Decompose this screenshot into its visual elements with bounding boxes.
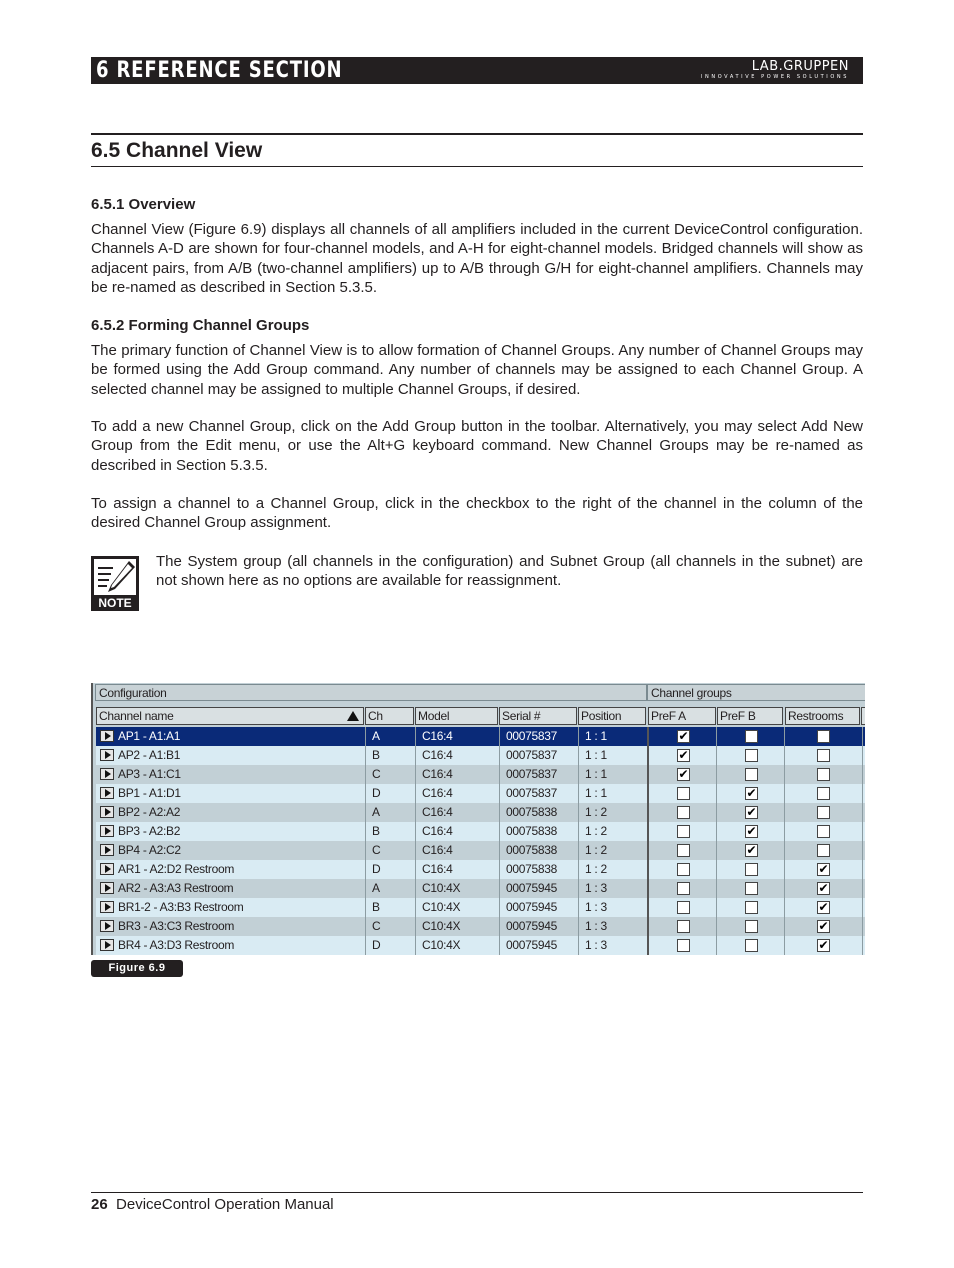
cell-pos: 1 : 3	[585, 900, 607, 914]
cell-ch: B	[372, 748, 380, 762]
forming-paragraph-2: To add a new Channel Group, click on the Add Group button in the toolbar. Alternatively, you may select Add New Group from the Edit menu, or use the Alt+G keyboard command. New Channel Groups may be re-named as described in Section 5.3.5.	[91, 418, 863, 474]
group-checkbox-unchecked[interactable]	[817, 787, 830, 800]
table-row[interactable]	[96, 765, 865, 784]
forming-paragraph-3: To assign a channel to a Channel Group, click in the checkbox to the right of the channel in the column of the desired Channel Group assignment.	[91, 495, 863, 532]
cell-name: BP3 - A2:B2	[118, 824, 181, 838]
grid-divider	[578, 727, 579, 955]
group-checkbox-checked[interactable]: ✔	[678, 748, 689, 762]
cell-name: AP1 - A1:A1	[118, 729, 181, 743]
cell-name: BR3 - A3:C3 Restroom	[118, 919, 235, 933]
grid-divider	[784, 727, 785, 955]
cell-model: C16:4	[422, 843, 453, 857]
brand-tagline: INNOVATIVE POWER SOLUTIONS	[700, 74, 849, 80]
group-checkbox-unchecked[interactable]	[817, 844, 830, 857]
cell-serial: 00075837	[506, 729, 557, 743]
cell-serial: 00075838	[506, 824, 557, 838]
group-checkbox-checked[interactable]: ✔	[746, 786, 757, 800]
forming-heading: 6.5.2 Forming Channel Groups	[91, 317, 310, 334]
table-row[interactable]	[96, 860, 865, 879]
cell-model: C10:4X	[422, 900, 461, 914]
grid-divider	[499, 727, 500, 955]
cell-ch: C	[372, 843, 381, 857]
group-checkbox-unchecked[interactable]	[817, 825, 830, 838]
cell-model: C16:4	[422, 824, 453, 838]
sort-up-icon	[347, 711, 359, 721]
group-checkbox-checked[interactable]: ✔	[746, 824, 757, 838]
cell-name: BR4 - A3:D3 Restroom	[118, 938, 235, 952]
group-checkbox-unchecked[interactable]	[745, 768, 758, 781]
cell-model: C10:4X	[422, 919, 461, 933]
group-checkbox-unchecked[interactable]	[677, 787, 690, 800]
group-checkbox-unchecked[interactable]	[745, 882, 758, 895]
cell-serial: 00075838	[506, 862, 557, 876]
group-checkbox-checked[interactable]: ✔	[678, 767, 689, 781]
table-row[interactable]	[96, 841, 865, 860]
cell-serial: 00075837	[506, 748, 557, 762]
page-number: 26	[91, 1196, 108, 1213]
grid-divider	[415, 727, 416, 955]
cell-pos: 1 : 1	[585, 729, 607, 743]
figure-label: Figure 6.9	[91, 960, 183, 977]
play-icon[interactable]	[100, 730, 114, 742]
section-rule-bottom	[91, 166, 863, 167]
group-checkbox-unchecked[interactable]	[817, 749, 830, 762]
cell-name: AP3 - A1:C1	[118, 767, 181, 781]
footer-rule	[91, 1192, 863, 1193]
group-checkbox-checked[interactable]: ✔	[818, 919, 829, 933]
play-icon[interactable]	[100, 787, 114, 799]
cell-ch: B	[372, 824, 380, 838]
group-checkbox-unchecked[interactable]	[745, 939, 758, 952]
table-row[interactable]	[96, 936, 865, 955]
group-checkbox-checked[interactable]: ✔	[678, 729, 689, 743]
overview-heading: 6.5.1 Overview	[91, 196, 196, 213]
group-checkbox-unchecked[interactable]	[745, 863, 758, 876]
cell-pos: 1 : 1	[585, 767, 607, 781]
group-checkbox-unchecked[interactable]	[817, 768, 830, 781]
cell-pos: 1 : 2	[585, 843, 607, 857]
channel-groups-pane-header: Channel groups	[647, 684, 865, 701]
column-header-pref-b[interactable]: PreF B	[717, 707, 783, 725]
group-checkbox-unchecked[interactable]	[677, 920, 690, 933]
cell-serial: 00075945	[506, 900, 557, 914]
table-row[interactable]	[96, 917, 865, 936]
cell-serial: 00075945	[506, 919, 557, 933]
cell-serial: 00075837	[506, 786, 557, 800]
cell-model: C16:4	[422, 729, 453, 743]
play-icon[interactable]	[100, 939, 114, 951]
group-checkbox-unchecked[interactable]	[677, 844, 690, 857]
column-header-ch[interactable]: Ch	[365, 707, 414, 725]
cell-serial: 00075838	[506, 805, 557, 819]
group-checkbox-unchecked[interactable]	[817, 806, 830, 819]
grid-divider	[862, 727, 863, 955]
cell-pos: 1 : 1	[585, 786, 607, 800]
cell-name: BP2 - A2:A2	[118, 805, 181, 819]
table-row[interactable]	[96, 803, 865, 822]
group-checkbox-checked[interactable]: ✔	[818, 862, 829, 876]
cell-serial: 00075837	[506, 767, 557, 781]
cell-pos: 1 : 1	[585, 748, 607, 762]
cell-serial: 00075945	[506, 881, 557, 895]
cell-ch: A	[372, 805, 380, 819]
group-checkbox-checked[interactable]: ✔	[818, 881, 829, 895]
column-header-pref-a[interactable]: PreF A	[648, 707, 716, 725]
cell-name: AR2 - A3:A3 Restroom	[118, 881, 234, 895]
play-icon[interactable]	[100, 749, 114, 761]
cell-model: C16:4	[422, 862, 453, 876]
cell-pos: 1 : 3	[585, 938, 607, 952]
table-row[interactable]	[96, 822, 865, 841]
play-icon[interactable]	[100, 768, 114, 780]
cell-pos: 1 : 3	[585, 881, 607, 895]
brand-logo	[701, 60, 849, 81]
cell-ch: C	[372, 919, 381, 933]
group-checkbox-checked[interactable]: ✔	[818, 938, 829, 952]
cell-ch: A	[372, 729, 380, 743]
note-text: The System group (all channels in the configuration) and Subnet Group (all channels in the subnet) are not shown here as no options are available for reassignment.	[156, 553, 863, 590]
note-icon	[91, 556, 139, 611]
cell-model: C16:4	[422, 748, 453, 762]
table-row[interactable]	[96, 879, 865, 898]
play-icon[interactable]	[100, 825, 114, 837]
header-bar	[91, 57, 863, 84]
play-icon[interactable]	[100, 863, 114, 875]
cell-pos: 1 : 2	[585, 805, 607, 819]
play-icon[interactable]	[100, 920, 114, 932]
play-icon[interactable]	[100, 844, 114, 856]
group-checkbox-unchecked[interactable]	[817, 730, 830, 743]
note-icon-label: NOTE	[98, 596, 132, 610]
group-checkbox-unchecked[interactable]	[745, 749, 758, 762]
play-icon[interactable]	[100, 806, 114, 818]
cell-name: AP2 - A1:B1	[118, 748, 181, 762]
group-checkbox-unchecked[interactable]	[677, 939, 690, 952]
cell-ch: D	[372, 786, 381, 800]
chapter-title: 6 REFERENCE SECTION	[96, 58, 343, 83]
table-row[interactable]	[96, 746, 865, 765]
cell-name: BP4 - A2:C2	[118, 843, 181, 857]
cell-model: C16:4	[422, 767, 453, 781]
group-checkbox-checked[interactable]: ✔	[746, 843, 757, 857]
cell-model: C10:4X	[422, 881, 461, 895]
table-row[interactable]	[96, 784, 865, 803]
footer	[91, 1196, 334, 1213]
group-checkbox-unchecked[interactable]	[745, 901, 758, 914]
cell-pos: 1 : 3	[585, 919, 607, 933]
play-icon[interactable]	[100, 901, 114, 913]
group-checkbox-unchecked[interactable]	[745, 920, 758, 933]
section-rule-top	[91, 133, 863, 135]
pane-divider	[647, 727, 649, 955]
cell-model: C10:4X	[422, 938, 461, 952]
cell-serial: 00075838	[506, 843, 557, 857]
section-title: 6.5 Channel View	[91, 139, 263, 162]
cell-model: C16:4	[422, 786, 453, 800]
brand-name: LAB.GRUPPEN	[751, 59, 849, 74]
grid-divider	[365, 727, 366, 955]
group-checkbox-unchecked[interactable]	[677, 806, 690, 819]
cell-pos: 1 : 2	[585, 862, 607, 876]
overview-paragraph: Channel View (Figure 6.9) displays all channels of all amplifiers included in the current DeviceControl configuration. Channels A-D are shown for four-channel models, and A-H for eight-channel models. Bridged channels will show as adjacent pairs, from A/B (two-channel amplifiers) up to A/B through G/H for eight-channel amplifiers. Channels may be re-named as described in Section 5.3.5.	[91, 221, 863, 296]
cell-model: C16:4	[422, 805, 453, 819]
cell-ch: A	[372, 881, 380, 895]
manual-title: DeviceControl Operation Manual	[116, 1196, 334, 1213]
cell-ch: C	[372, 767, 381, 781]
group-checkbox-unchecked[interactable]	[745, 730, 758, 743]
cell-ch: D	[372, 862, 381, 876]
cell-ch: B	[372, 900, 380, 914]
group-checkbox-unchecked[interactable]	[677, 863, 690, 876]
cell-serial: 00075945	[506, 938, 557, 952]
column-header-restrooms[interactable]: Restrooms	[785, 707, 860, 725]
column-header-serial[interactable]: Serial #	[499, 707, 577, 725]
cell-name: BR1-2 - A3:B3 Restroom	[118, 900, 244, 914]
group-checkbox-unchecked[interactable]	[677, 882, 690, 895]
column-header-position[interactable]: Position	[578, 707, 646, 725]
column-label: Channel name	[99, 709, 174, 723]
group-checkbox-checked[interactable]: ✔	[746, 805, 757, 819]
column-header-model[interactable]: Model	[415, 707, 498, 725]
grid-divider	[716, 727, 717, 955]
cell-ch: D	[372, 938, 381, 952]
cell-pos: 1 : 2	[585, 824, 607, 838]
group-checkbox-unchecked[interactable]	[677, 825, 690, 838]
cell-name: AR1 - A2:D2 Restroom	[118, 862, 235, 876]
table-row[interactable]	[96, 727, 865, 746]
column-header-extra	[861, 707, 865, 725]
table-row[interactable]	[96, 898, 865, 917]
forming-paragraph-1: The primary function of Channel View is to allow formation of Channel Groups. Any number of Channel Groups may be formed using the Add Group command. Any number of channels may be assigned to each Channel Group. A selected channel may be assigned to multiple Channel Groups, if desired.	[91, 342, 863, 398]
play-icon[interactable]	[100, 882, 114, 894]
channel-view-screenshot	[91, 683, 865, 955]
group-checkbox-checked[interactable]: ✔	[818, 900, 829, 914]
configuration-pane-header: Configuration	[95, 684, 647, 701]
group-checkbox-unchecked[interactable]	[677, 901, 690, 914]
column-header-channel-name[interactable]	[96, 707, 364, 725]
cell-name: BP1 - A1:D1	[118, 786, 181, 800]
